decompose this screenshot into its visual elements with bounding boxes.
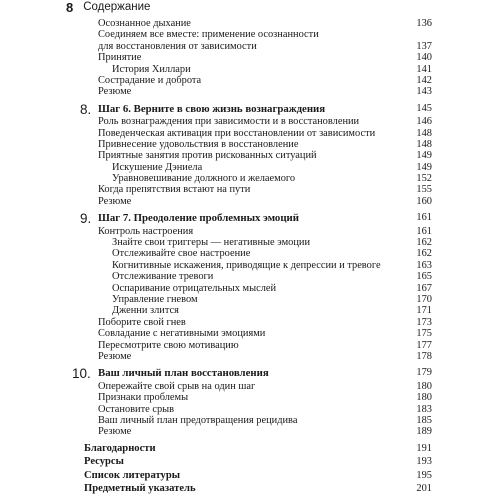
toc-page-number: 185	[416, 414, 432, 426]
toc-page-number: 161	[416, 225, 432, 237]
toc-entry-title: Отслеживание тревоги	[112, 271, 214, 283]
chapter-number: 8.	[80, 101, 92, 117]
toc-page-number: 160	[416, 195, 432, 207]
toc-backmatter[interactable]	[0, 469, 500, 483]
toc-entry[interactable]	[0, 381, 500, 392]
toc-entry[interactable]	[0, 404, 500, 415]
toc-entry-title: Благодарности	[84, 442, 156, 454]
toc-entry-title: Когда препятствия встают на пути	[98, 184, 251, 196]
toc-entry-title: Оспаривание отрицательных мыслей	[112, 282, 277, 294]
toc-entry-title: Уравновешивание должного и желаемого	[112, 173, 296, 185]
toc-entry[interactable]	[0, 392, 500, 403]
toc-page-number: 183	[416, 403, 432, 415]
toc-entry[interactable]	[0, 139, 500, 150]
page-header	[66, 0, 150, 14]
toc-entry[interactable]	[0, 415, 500, 426]
toc-entry[interactable]	[0, 41, 500, 52]
toc-entry-title: Контроль настроения	[98, 225, 194, 237]
toc-subentry[interactable]	[0, 260, 500, 271]
toc-page-number: 179	[416, 367, 432, 379]
toc-entry[interactable]	[0, 340, 500, 351]
toc-entry-title: Поведенческая активация при восстановлении от зависимости	[98, 127, 376, 139]
toc-page-number: 178	[416, 350, 432, 362]
toc-entry-title: Шаг 6. Верните в свою жизнь вознаграждения	[98, 102, 326, 115]
toc-page-number: 167	[416, 282, 432, 294]
toc-page-number: 180	[416, 392, 432, 404]
toc-entry[interactable]	[0, 128, 500, 139]
toc-entry[interactable]	[0, 29, 500, 40]
toc-page-number: 165	[416, 271, 432, 283]
toc-entry-title: Приятные занятия против рискованных ситуаций	[98, 150, 317, 162]
toc-entry[interactable]	[0, 196, 500, 207]
toc-page-number: 177	[416, 339, 432, 351]
toc-page-number: 152	[416, 173, 432, 185]
toc-entry-title: Опережайте свой срыв на один шаг	[98, 380, 256, 392]
toc-entry-title: Искушение Дэниела	[112, 161, 203, 173]
page-number: 8	[66, 0, 74, 15]
toc-entry-title: Совладание с негативными эмоциями	[98, 328, 266, 340]
toc-entry-title: Предметный указатель	[84, 483, 196, 495]
toc-entry-title: Резюме	[98, 350, 132, 362]
toc-page-number: 146	[416, 116, 432, 128]
toc-page-number: 149	[416, 150, 432, 162]
toc-subentry[interactable]	[0, 173, 500, 184]
toc-page-number: 149	[416, 161, 432, 173]
toc-page-number: 140	[416, 52, 432, 64]
toc-subentry[interactable]	[0, 271, 500, 282]
toc-page-number: 148	[416, 138, 432, 150]
table-of-contents	[0, 18, 500, 496]
toc-page-number: 141	[416, 63, 432, 75]
toc-entry[interactable]	[0, 150, 500, 161]
toc-page-number: 161	[416, 212, 432, 224]
toc-entry[interactable]	[0, 328, 500, 339]
toc-entry[interactable]	[0, 116, 500, 127]
toc-entry-title: Резюме	[98, 426, 132, 438]
toc-entry-title: Резюме	[98, 86, 132, 98]
toc-page-number: 195	[416, 469, 432, 481]
toc-entry[interactable]	[0, 18, 500, 29]
toc-entry[interactable]	[0, 426, 500, 437]
toc-page-number: 173	[416, 316, 432, 328]
toc-page-number: 171	[416, 305, 432, 317]
toc-page-number: 193	[416, 456, 432, 468]
toc-page-number: 170	[416, 293, 432, 305]
toc-subentry[interactable]	[0, 64, 500, 75]
toc-entry-title: Отслеживайте свое настроение	[112, 248, 251, 260]
toc-subentry[interactable]	[0, 162, 500, 173]
toc-entry-title: Знайте свои триггеры — негативные эмоции	[112, 237, 311, 249]
toc-subentry[interactable]	[0, 248, 500, 259]
running-title: Содержание	[83, 1, 151, 13]
toc-entry[interactable]	[0, 184, 500, 195]
toc-backmatter[interactable]	[0, 442, 500, 456]
toc-page-number: 162	[416, 237, 432, 249]
toc-entry-title: История Хиллари	[112, 63, 191, 75]
toc-entry-title: Список литературы	[84, 469, 181, 481]
toc-entry-title: Привнесение удовольствия в восстановление	[98, 138, 299, 150]
toc-page-number: 136	[416, 18, 432, 29]
toc-entry[interactable]	[0, 86, 500, 97]
toc-page-number: 162	[416, 248, 432, 260]
toc-backmatter[interactable]	[0, 455, 500, 469]
toc-entry-title: для восстановления от зависимости	[98, 40, 257, 52]
toc-subentry[interactable]	[0, 283, 500, 294]
toc-entry-title: Ваш личный план восстановления	[98, 367, 269, 380]
toc-page-number: 163	[416, 259, 432, 271]
toc-entry-title: Резюме	[98, 195, 132, 207]
toc-entry-title: Ресурсы	[84, 456, 124, 468]
toc-entry-title: Принятие	[98, 52, 142, 64]
toc-entry[interactable]	[0, 351, 500, 362]
chapter-number: 10.	[72, 366, 91, 382]
toc-subentry[interactable]	[0, 305, 500, 316]
toc-page-number: 201	[416, 483, 432, 495]
toc-page-number: 180	[416, 380, 432, 392]
toc-entry-title: Когнитивные искажения, приводящие к депрессии и тревоге	[112, 259, 381, 271]
toc-entry-title: Роль вознаграждения при зависимости и в восстановлении	[98, 116, 360, 128]
toc-chapter[interactable]	[0, 366, 500, 380]
toc-page-number: 137	[416, 40, 432, 52]
toc-page-number: 175	[416, 328, 432, 340]
toc-page-number: 142	[416, 74, 432, 86]
toc-page-number: 148	[416, 127, 432, 139]
chapter-number: 9.	[80, 211, 92, 227]
toc-entry[interactable]	[0, 75, 500, 86]
toc-page-number: 189	[416, 426, 432, 438]
toc-page-number: 155	[416, 184, 432, 196]
toc-subentry[interactable]	[0, 237, 500, 248]
toc-entry[interactable]	[0, 317, 500, 328]
toc-entry-title: Сострадание и доброта	[98, 74, 202, 86]
toc-entry-title: Остановите срыв	[98, 403, 175, 415]
toc-entry-title: Шаг 7. Преодоление проблемных эмоций	[98, 212, 299, 225]
toc-entry[interactable]	[0, 226, 500, 237]
toc-entry-title: Осознанное дыхание	[98, 18, 191, 29]
toc-entry[interactable]	[0, 52, 500, 63]
toc-entry-title: Соединяем все вместе: применение осознанности	[98, 29, 319, 41]
toc-page-number: 143	[416, 86, 432, 98]
toc-entry-title: Ваш личный план предотвращения рецидива	[98, 414, 298, 426]
toc-subentry[interactable]	[0, 294, 500, 305]
toc-entry-title: Пересмотрите свою мотивацию	[98, 339, 239, 351]
toc-entry-title: Признаки проблемы	[98, 392, 189, 404]
toc-backmatter[interactable]	[0, 482, 500, 496]
toc-chapter[interactable]	[0, 211, 500, 225]
toc-page-number: 145	[416, 102, 432, 114]
toc-entry-title: Дженни злится	[112, 305, 179, 317]
toc-page-number: 191	[416, 442, 432, 454]
toc-entry-title: Управление гневом	[112, 293, 198, 305]
toc-entry-title: Поборите свой гнев	[98, 316, 186, 328]
toc-chapter[interactable]	[0, 102, 500, 116]
